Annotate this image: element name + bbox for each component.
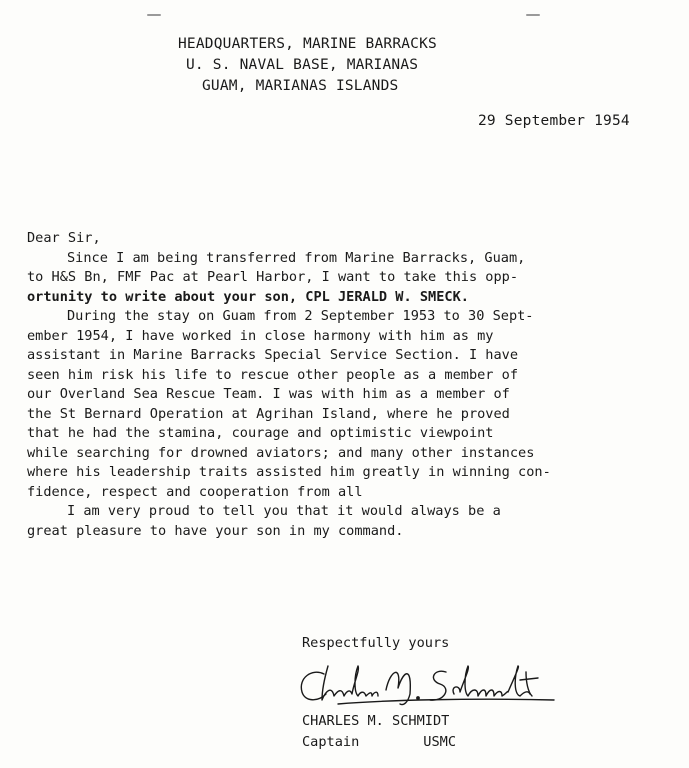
body-line: where his leadership traits assisted him greatly in winning con- (27, 464, 551, 480)
letterhead-line-2: U. S. NAVAL BASE, MARIANAS (186, 57, 419, 73)
signer-rank: Captain (302, 734, 360, 750)
closing: Respectfully yours (302, 635, 450, 651)
signer-name: CHARLES M. SCHMIDT (302, 713, 450, 729)
scan-mark (526, 14, 540, 16)
body-line: that he had the stamina, courage and optimistic viewpoint (27, 425, 494, 441)
salutation: Dear Sir, (27, 230, 101, 246)
letterhead-line-3: GUAM, MARIANAS ISLANDS (202, 78, 399, 94)
body-line: assistant in Marine Barracks Special Service Section. I have (27, 347, 519, 363)
signature-graphic (294, 660, 564, 710)
signer-rank-row (302, 732, 456, 753)
body-line: ortunity to write about your son, CPL JERALD W. SMECK. (27, 288, 469, 305)
body-line: the St Bernard Operation at Agrihan Island, where he proved (27, 405, 510, 422)
body-line: while searching for drowned aviators; and many other instances (27, 444, 535, 461)
body-line: ember 1954, I have worked in close harmony with him as my (27, 327, 494, 344)
letterhead-line-1: HEADQUARTERS, MARINE BARRACKS (178, 36, 437, 52)
body-line: I am very proud to tell you that it would always be a (67, 503, 501, 519)
letter-date: 29 September 1954 (478, 113, 630, 129)
letterhead (178, 34, 437, 97)
body-line: During the stay on Guam from 2 September 1953 to 30 Sept- (67, 308, 534, 324)
body-line: our Overland Sea Rescue Team. I was with him as a member of (27, 386, 510, 402)
scan-mark (147, 14, 161, 16)
signer-block (302, 711, 456, 753)
body-line: fidence, respect and cooperation from all (27, 483, 363, 500)
body-line: to H&S Bn, FMF Pac at Pearl Harbor, I want to take this opp- (27, 269, 519, 285)
handwritten-signature (294, 660, 564, 710)
body-line: great pleasure to have your son in my command. (27, 522, 404, 539)
letter-body (27, 229, 667, 541)
body-line: Since I am being transferred from Marine Barracks, Guam, (67, 249, 526, 266)
signer-service: USMC (423, 734, 457, 750)
body-line: seen him risk his life to rescue other people as a member of (27, 366, 519, 383)
